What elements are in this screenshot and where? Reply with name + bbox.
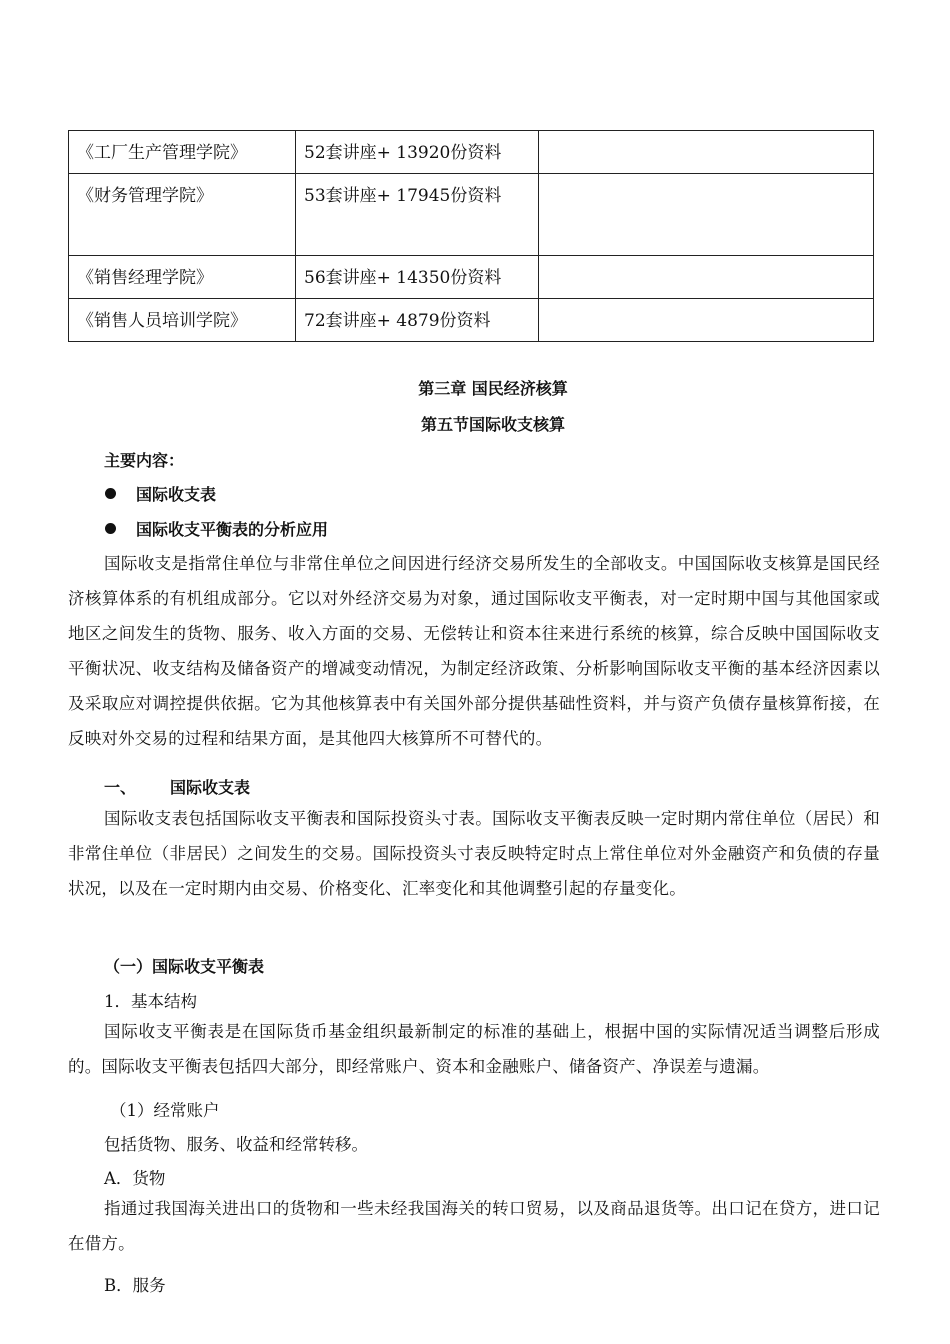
goods-paragraph: 指通过我国海关进出口的货物和一些未经我国海关的转口贸易，以及商品退货等。出口记在贷方，进口记在借方。	[68, 1199, 880, 1253]
table-cell-content	[296, 174, 539, 256]
table-cell-note	[539, 174, 874, 256]
table-cell-note	[539, 256, 874, 299]
bullet-dot-icon	[105, 488, 116, 499]
table-cell-name: 《财务管理学院》	[69, 174, 296, 256]
part-one-heading	[104, 775, 250, 798]
table-cell-note	[539, 131, 874, 174]
current-account-desc: 包括货物、服务、收益和经常转移。	[104, 1135, 368, 1154]
table-cell-name: 《销售经理学院》	[69, 256, 296, 299]
table-row	[69, 256, 874, 299]
services-label: B．服务	[104, 1276, 166, 1295]
table-cell-content-text: 53套讲座+ 17945份资料	[304, 186, 502, 206]
part-one-paragraph: 国际收支表包括国际收支平衡表和国际投资头寸表。国际收支平衡表反映一定时期内常住单位（居民）和非常住单位（非居民）之间发生的交易。国际投资头寸表反映特定时点上常住单位对外金融资产和负债的存量状况，以及在一定时期内由交易、价格变化、汇率变化和其他调整引起的存量变化。	[68, 809, 880, 898]
intro-paragraph: 国际收支是指常住单位与非常住单位之间因进行经济交易所发生的全部收支。中国国际收支核算是国民经济核算体系的有机组成部分。它以对外经济交易为对象，通过国际收支平衡表，对一定时期中国与其他国家或地区之间发生的货物、服务、收入方面的交易、无偿转让和资本往来进行系统的核算，综合反映中国国际收支平衡状况、收支结构及储备资产的增减变动情况，为制定经济政策、分析影响国际收支平衡的基本经济因素以及采取应对调控提供依据。它为其他核算表中有关国外部分提供基础性资料，并与资产负债存量核算衔接，在反映对外交易的过程和结果方面，是其他四大核算所不可替代的。	[68, 554, 880, 748]
table-row	[69, 131, 874, 174]
table-cell-name: 《工厂生产管理学院》	[69, 131, 296, 174]
part-one-number: 一、	[104, 778, 137, 797]
table-cell-note	[539, 299, 874, 342]
chapter-title: 第三章 国民经济核算	[418, 379, 568, 398]
table-cell-content: 56套讲座+ 14350份资料	[296, 256, 539, 299]
catalog-table	[68, 130, 874, 342]
bullet-item	[105, 517, 328, 540]
bullet-text: 国际收支平衡表的分析应用	[136, 520, 329, 539]
structure-paragraph: 国际收支平衡表是在国际货币基金组织最新制定的标准的基础上，根据中国的实际情况适当调整后形成的。国际收支平衡表包括四大部分，即经常账户、资本和金融账户、储备资产、净误差与遗漏。	[68, 1022, 880, 1076]
part-one-title: 国际收支表	[170, 778, 251, 797]
table-row	[69, 174, 874, 256]
bullet-dot-icon	[105, 523, 116, 534]
table-row	[69, 299, 874, 342]
bullet-text: 国际收支表	[136, 485, 217, 504]
basic-structure-label: 1．基本结构	[104, 992, 197, 1011]
goods-label: A．货物	[104, 1169, 166, 1188]
table-cell-content: 52套讲座+ 13920份资料	[296, 131, 539, 174]
table-cell-name: 《销售人员培训学院》	[69, 299, 296, 342]
table-cell-content: 72套讲座+ 4879份资料	[296, 299, 539, 342]
section-title: 第五节国际收支核算	[420, 415, 565, 434]
current-account-label: （1）经常账户	[110, 1101, 220, 1120]
subsection-title: （一）国际收支平衡表	[104, 957, 265, 976]
main-content-label: 主要内容：	[104, 451, 185, 470]
bullet-item	[105, 482, 216, 505]
